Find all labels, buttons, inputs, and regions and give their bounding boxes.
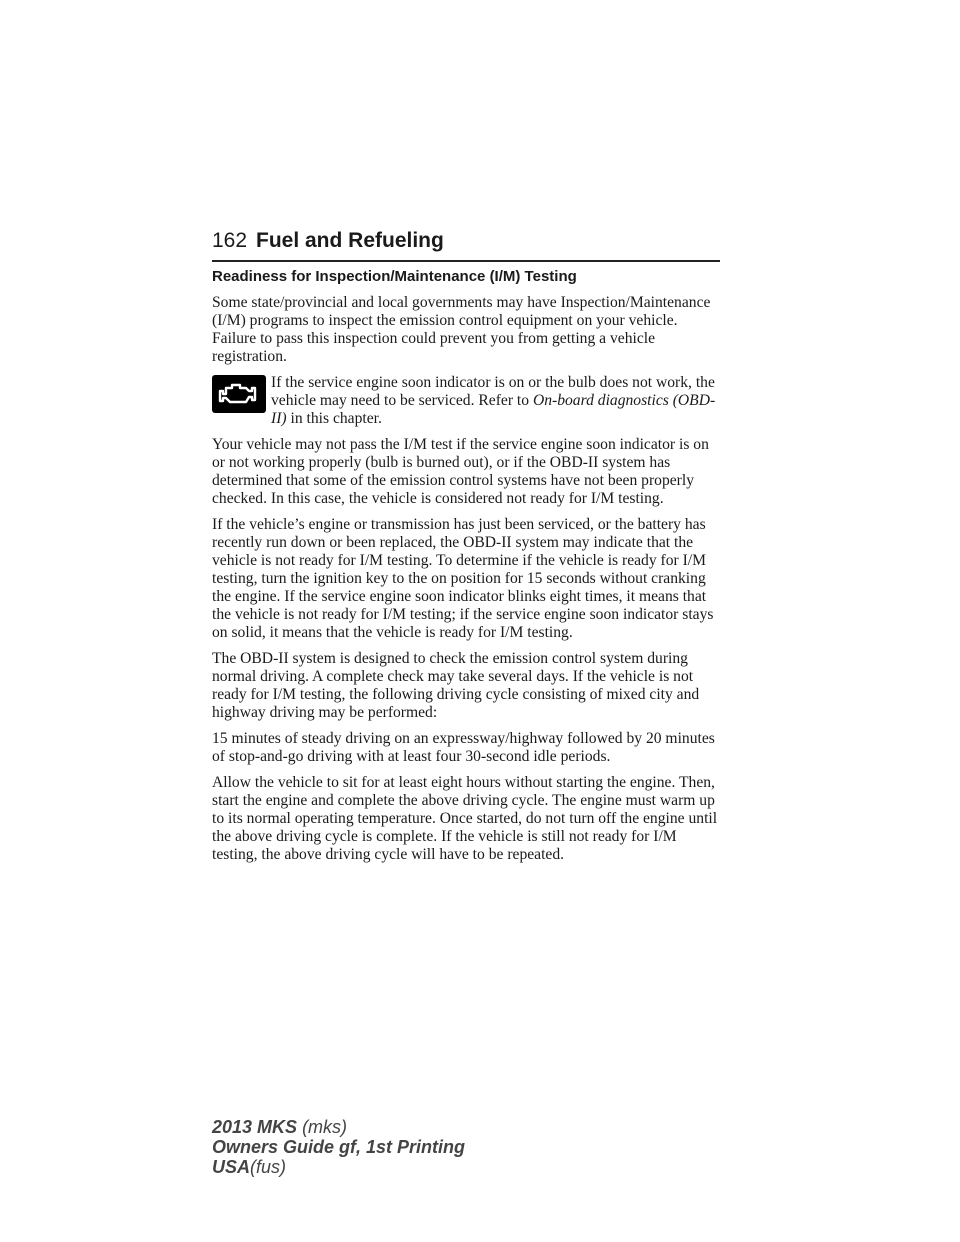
paragraph-allow-sit: Allow the vehicle to sit for at least eight hours without starting the engine. Then, start the engine and complete the above driving cycle. The engine must warm up to its normal operating temperature. Once started, do not turn off the engine until the above driving cycle is complete. If the vehicle is still not ready for I/M testing, the above driving cycle will have to be repeated.	[212, 774, 718, 863]
footer-line-region	[212, 1157, 465, 1177]
paragraph-serviced: If the vehicle’s engine or transmission has just been serviced, or the battery has recently run down or been replaced, the OBD-II system may indicate that the vehicle is not ready for I/M testing. To determine if the vehicle is ready for I/M testing, turn the ignition key to the on position for 15 seconds without cranking the engine. If the service engine soon indicator blinks eight times, it means that the vehicle is not ready for I/M testing; if the service engine soon indicator stays on solid, it means that the vehicle is ready for I/M testing.	[212, 516, 714, 641]
paragraph-intro: Some state/provincial and local governments may have Inspection/Maintenance (I/M) programs to inspect the emission control equipment on your vehicle. Failure to pass this inspection could prevent you from getting a vehicle registration.	[212, 294, 711, 365]
subheading: Readiness for Inspection/Maintenance (I/M) Testing	[212, 268, 577, 285]
section-title: Fuel and Refueling	[256, 229, 444, 252]
footer-region: USA	[212, 1157, 251, 1177]
page-header	[212, 229, 720, 262]
warning-indicator-block	[212, 374, 724, 428]
indicator-description	[271, 374, 724, 428]
paragraph-not-pass: Your vehicle may not pass the I/M test if the service engine soon indicator is on or not working properly (bulb is burned out), or if the OBD-II system has determined that some of the emission control systems have not been properly checked. In this case, the vehicle is considered not ready for I/M testing.	[212, 436, 709, 507]
page-number: 162	[212, 229, 248, 252]
obd-reference-link: On-board diagnostics (OBD-II)	[271, 392, 716, 427]
footer-region-code: (fus)	[250, 1157, 287, 1177]
footer-line-model	[212, 1117, 465, 1137]
paragraph-obd-design: The OBD-II system is designed to check the emission control system during normal driving. A complete check may take several days. If the vehicle is not ready for I/M testing, the following driving cycle consisting of mixed city and highway driving may be performed:	[212, 650, 700, 721]
paragraph-driving-cycle: 15 minutes of steady driving on an expressway/highway followed by 20 minutes of stop-and-go driving with at least four 30-second idle periods.	[212, 730, 715, 765]
check-engine-icon	[212, 375, 266, 413]
indicator-text-before: If the service engine soon indicator is on or the bulb does not work, the vehicle may need to be serviced. Refer to	[271, 374, 715, 409]
footer-guide: Owners Guide gf, 1st Printing	[212, 1137, 466, 1157]
page-content	[212, 268, 724, 872]
footer-model-code: (mks)	[302, 1117, 348, 1137]
page-footer	[212, 1117, 465, 1177]
indicator-text-after: in this chapter.	[286, 410, 382, 427]
footer-model: 2013 MKS	[212, 1117, 298, 1137]
